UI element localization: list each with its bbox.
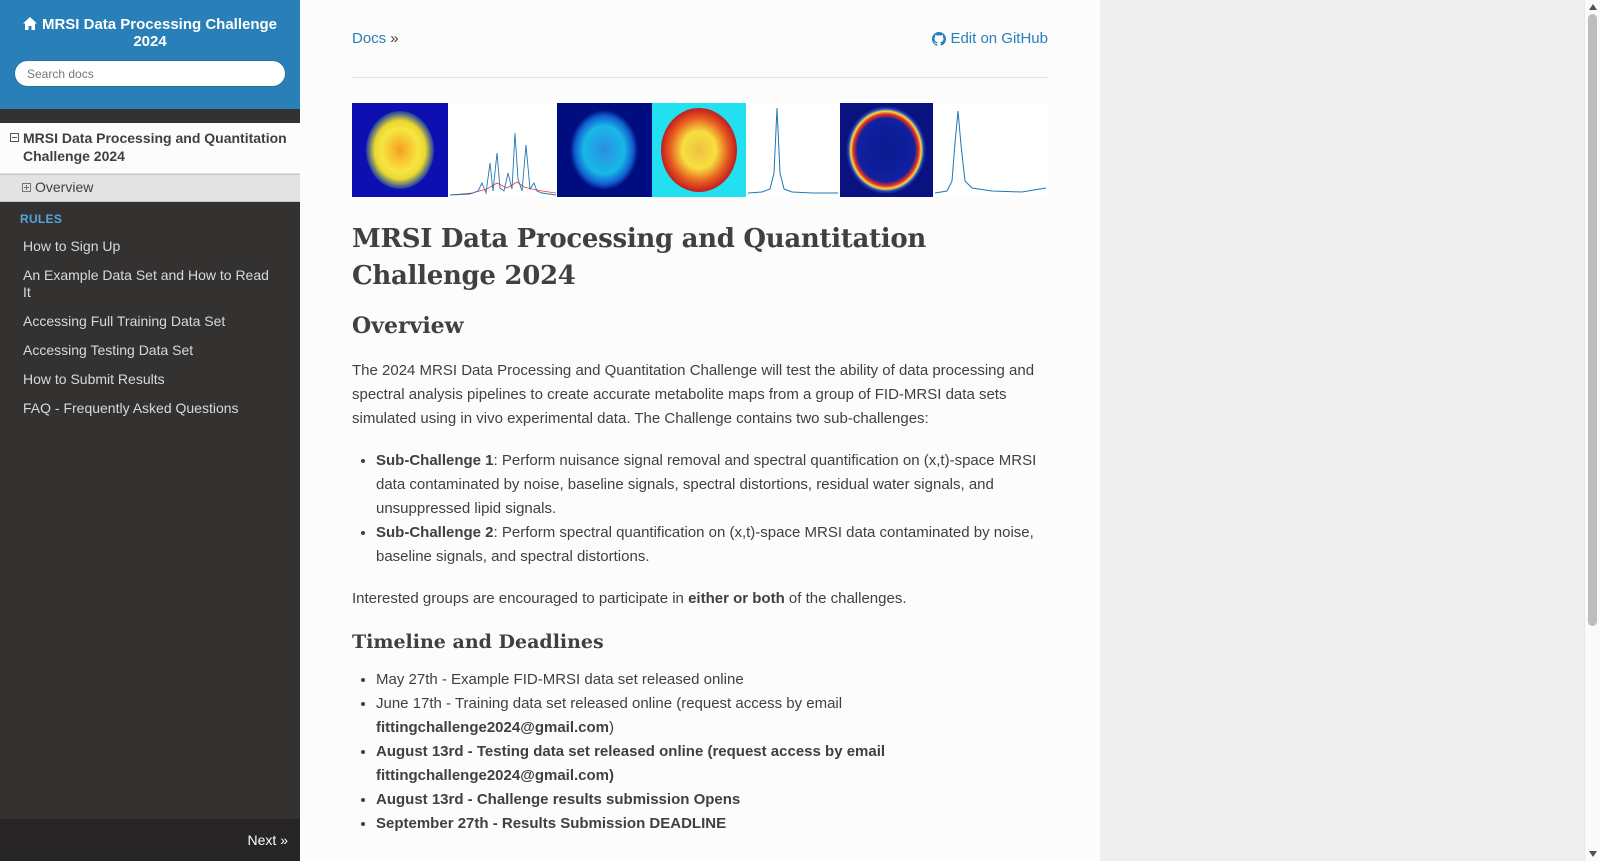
participate-paragraph — [352, 587, 1048, 611]
participate-bold: either or both — [688, 590, 785, 607]
sidebar-item-label: Overview — [35, 179, 94, 195]
home-icon — [23, 17, 37, 30]
sidebar-item-how-to-sign-up[interactable]: How to Sign Up — [23, 238, 121, 254]
subchallenge-text: : Perform spectral quantification on (x,t)-space MRSI data contaminated by noise, baseline signals, and spectral distortions. — [376, 524, 1034, 565]
project-home-link[interactable] — [14, 16, 286, 50]
participate-post: of the challenges. — [784, 590, 907, 607]
list-item: • May 27th - Example FID-MRSI data set released online — [376, 668, 1048, 692]
participate-pre: Interested groups are encouraged to participate in — [352, 590, 689, 607]
list-item — [376, 740, 1048, 788]
project-title: MRSI Data Processing Challenge 2024 — [41, 16, 278, 50]
page-title: MRSI Data Processing and Quantitation Challenge 2024 — [352, 224, 926, 291]
sidebar-item-full-training-data[interactable]: Accessing Full Training Data Set — [23, 313, 226, 329]
intro-paragraph: The 2024 MRSI Data Processing and Quantitation Challenge will test the ability of data processing and spectral analysis pipelines to create accurate metabolite maps from a group of FID-MRSI data sets simulated using in vivo experimental data. The Challenge contains two sub-challenges: — [352, 362, 1035, 427]
scroll-down-arrow-icon[interactable] — [1589, 851, 1597, 857]
sidebar-item-label: MRSI Data Processing and Quantitation Challenge 2024 — [23, 130, 287, 164]
subchallenge-name: Sub-Challenge 1 — [376, 452, 494, 469]
banner-image — [352, 103, 1048, 197]
sidebar-item-testing-data[interactable]: Accessing Testing Data Set — [23, 342, 194, 358]
sidebar — [0, 0, 300, 861]
subchallenge-name: Sub-Challenge 2 — [376, 524, 494, 541]
scrollbar-thumb[interactable] — [1588, 14, 1597, 626]
document-body — [352, 0, 1048, 836]
sidebar-item-submit-results[interactable]: How to Submit Results — [23, 371, 165, 387]
timeline-text: September 27th - Results Submission DEADLINE — [376, 815, 727, 832]
sidebar-caption-rules: RULES — [20, 212, 63, 226]
sidebar-header — [0, 0, 300, 109]
timeline-text: August 13rd - Challenge results submission Opens — [376, 791, 741, 808]
timeline-text: ) — [609, 719, 615, 736]
sidebar-nav — [0, 123, 300, 423]
edit-on-github-link[interactable] — [932, 30, 1048, 47]
search-input[interactable] — [14, 60, 286, 87]
edit-on-github-label: Edit on GitHub — [950, 30, 1048, 47]
scroll-up-arrow-icon[interactable] — [1589, 4, 1597, 10]
email-address: fittingchallenge2024@gmail.com — [376, 719, 610, 736]
collapse-icon[interactable] — [10, 133, 19, 142]
breadcrumb-separator: » — [390, 30, 399, 47]
sidebar-item-current-page[interactable] — [0, 123, 300, 174]
list-item — [376, 521, 1048, 569]
subchallenge-text: : Perform nuisance signal removal and spectral quantification on (x,t)-space MRSI data contaminated by noise, baseline signals, spectral distortions, residual water signals, and unsuppressed lipid signals. — [376, 452, 1037, 517]
subchallenge-list — [376, 449, 1048, 569]
expand-icon[interactable] — [22, 183, 31, 192]
list-item — [376, 692, 1048, 740]
timeline-list — [376, 668, 1048, 836]
timeline-heading: Timeline and Deadlines — [352, 631, 604, 653]
next-link[interactable]: Next » — [247, 832, 288, 848]
list-item — [376, 449, 1048, 521]
timeline-text: August 13rd - Testing data set released online (request access by email fittingchallenge2024@gmail.com) — [376, 743, 886, 784]
list-item — [376, 788, 1048, 812]
breadcrumb — [352, 0, 1048, 78]
sidebar-item-example-data-set[interactable]: An Example Data Set and How to Read It — [23, 267, 269, 300]
sidebar-item-faq[interactable]: FAQ - Frequently Asked Questions — [23, 400, 239, 416]
sidebar-item-overview[interactable] — [0, 174, 300, 202]
scrollbar[interactable] — [1584, 0, 1600, 861]
github-icon — [932, 32, 946, 46]
timeline-text: June 17th - Training data set released online (request access by email — [376, 695, 843, 712]
page-margin — [1100, 0, 1584, 861]
main-content — [300, 0, 1100, 861]
list-item — [376, 812, 1048, 836]
sidebar-footer — [0, 819, 300, 861]
overview-heading: Overview — [352, 313, 464, 339]
breadcrumb-docs-link[interactable]: Docs — [352, 30, 387, 47]
